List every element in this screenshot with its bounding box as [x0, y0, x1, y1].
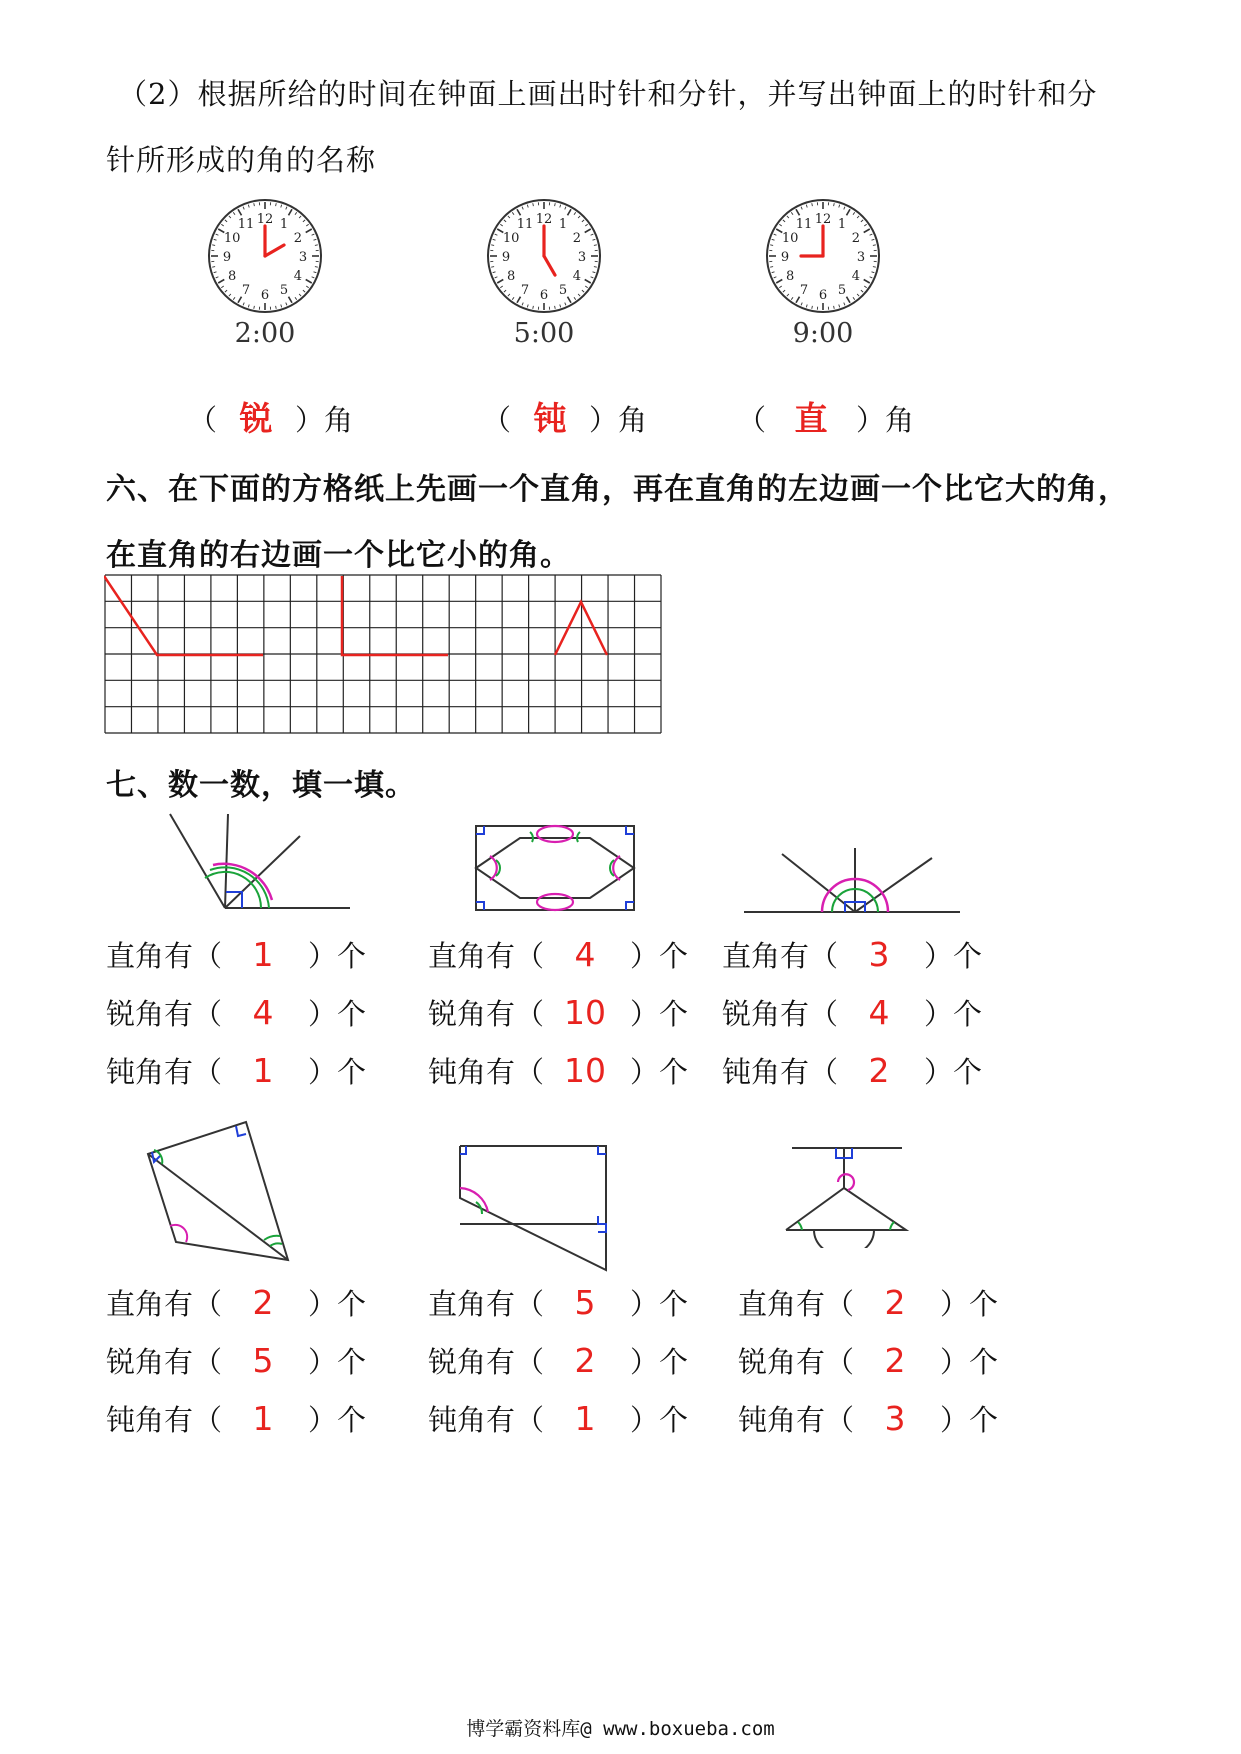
clock-number: 12 [256, 212, 274, 227]
figure-1-counts [106, 934, 366, 975]
acute-angle-count: 2 [884, 1341, 906, 1380]
clock-tick [533, 203, 534, 206]
clock-face [205, 196, 325, 316]
clock-number: 4 [851, 269, 861, 284]
clock-number: 11 [795, 217, 813, 233]
clock-number: 3 [856, 250, 866, 265]
clock-number: 1 [558, 217, 568, 233]
clock-number: 8 [506, 269, 516, 284]
acute-angle-count: 2 [574, 1341, 596, 1380]
clock-number: 10 [223, 231, 241, 246]
clock-2 [484, 196, 604, 320]
right-angle-count: 1 [252, 935, 274, 974]
clock-number: 9 [501, 250, 511, 265]
clock-number: 1 [279, 217, 289, 233]
right-angle-count: 5 [574, 1283, 596, 1322]
clock-tick [212, 245, 215, 246]
clock-number: 2 [293, 231, 303, 246]
paren-open: （ [737, 403, 767, 437]
answer-value: 直 [794, 399, 828, 438]
figure-6-lamp [782, 1142, 912, 1248]
clock-tick [491, 267, 494, 268]
section6-line2: 在直角的右边画一个比它小的角。 [106, 538, 571, 573]
clock-number: 4 [293, 269, 303, 284]
clock-number: 6 [539, 288, 549, 303]
figure-4-counts-acute: 锐角有（ 5 ）个 [106, 1341, 367, 1380]
obtuse-angle-count: 1 [252, 1399, 274, 1438]
clock-number: 8 [785, 269, 795, 284]
obtuse-angle-count: 3 [884, 1399, 906, 1438]
paren-close: ）角 [589, 403, 648, 437]
footer-watermark: 博学霸资料库@ www.boxueba.com [466, 1718, 775, 1740]
clock-time-label: 5:00 [513, 318, 575, 349]
clock-tick [834, 203, 835, 206]
clock-number: 2 [851, 231, 861, 246]
clock-tick [873, 245, 876, 246]
clock-number: 2 [572, 231, 582, 246]
section6-line1: 六、在下面的方格纸上先画一个直角，再在直角的左边画一个比它大的角， [106, 472, 1129, 507]
clock-number: 3 [577, 250, 587, 265]
acute-angle-count: 4 [252, 993, 274, 1032]
figure-5-trapezoid [454, 1140, 614, 1278]
obtuse-angle-count: 1 [574, 1399, 596, 1438]
clock-tick [491, 245, 494, 246]
clock-time-label: 2:00 [234, 318, 296, 349]
figure-3-counts-acute: 锐角有（ 4 ）个 [722, 993, 983, 1032]
clock-tick [254, 203, 255, 206]
answer-value: 锐 [239, 399, 273, 438]
clock-tick [770, 267, 773, 268]
figure-2-counts-obtuse: 钝角有（ 10 ）个 [428, 1051, 689, 1090]
clock-tick [276, 203, 277, 206]
figure-6-counts-right: 直角有（ 2 ）个 [738, 1283, 999, 1322]
obtuse-angle-count: 2 [868, 1051, 890, 1090]
question2-line2: 针所形成的角的名称 [106, 143, 377, 177]
right-angle-count: 3 [868, 935, 890, 974]
obtuse-angle-count: 1 [252, 1051, 274, 1090]
paren-close: ）角 [295, 403, 354, 437]
clock-number: 11 [237, 217, 255, 233]
obtuse-angle-count: 10 [564, 1051, 606, 1090]
clock-tick [834, 306, 835, 309]
figure-1-counts-obtuse: 钝角有（ 1 ）个 [106, 1051, 367, 1090]
clock-3 [763, 196, 883, 320]
section7-title: 七、数一数，填一填。 [106, 768, 416, 803]
clock-tick [555, 203, 556, 206]
answer-value: 钝 [533, 399, 567, 438]
figure-1-rays [160, 808, 360, 918]
figure-4-counts-obtuse: 钝角有（ 1 ）个 [106, 1399, 367, 1438]
figure-3-counts-right: 直角有（ 3 ）个 [722, 935, 983, 974]
clock-time-label: 9:00 [792, 318, 854, 349]
clock-tick [812, 306, 813, 309]
acute-angle-count: 4 [868, 993, 890, 1032]
clock-tick [533, 306, 534, 309]
clock-tick [594, 267, 597, 268]
clock-tick [254, 306, 255, 309]
right-angle-count: 4 [574, 935, 596, 974]
right-angle-count-row: 直角有（ 1 ）个 [106, 935, 367, 974]
grid-paper [104, 574, 664, 736]
clock-tick [315, 245, 318, 246]
clock-face [763, 196, 883, 316]
paren-close: ）角 [856, 403, 915, 437]
obtuse-angle-drawing [104, 576, 263, 655]
right-angle-count: 2 [252, 1283, 274, 1322]
clock-number: 11 [516, 217, 534, 233]
clock-tick [555, 306, 556, 309]
paren-open: （ [482, 403, 512, 437]
clock-1 [205, 196, 325, 320]
right-angle-drawing [342, 576, 448, 655]
figure-4-counts-right: 直角有（ 2 ）个 [106, 1283, 367, 1322]
clock-tick [594, 245, 597, 246]
clock-tick [315, 267, 318, 268]
clock-tick [812, 203, 813, 206]
clock-number: 8 [227, 269, 237, 284]
figure-2-counts-right: 直角有（ 4 ）个 [428, 935, 689, 974]
drawn-angles [104, 576, 607, 655]
clock-number: 5 [837, 282, 847, 298]
clock-face [484, 196, 604, 316]
clock-number: 6 [818, 288, 828, 303]
question2-line1: （2）根据所给的时间在钟面上画出时针和分针，并写出钟面上的时针和分 [118, 77, 1098, 111]
figure-1-counts-acute: 锐角有（ 4 ）个 [106, 993, 367, 1032]
figure-2-counts-acute: 锐角有（ 10 ）个 [428, 993, 689, 1032]
figure-5-counts-right: 直角有（ 5 ）个 [428, 1283, 689, 1322]
clock-number: 3 [298, 250, 308, 265]
paren-open: （ [188, 403, 218, 437]
acute-angle-count: 10 [564, 993, 606, 1032]
clock-number: 7 [799, 282, 809, 298]
clock-number: 12 [814, 212, 832, 227]
figure-3-counts-obtuse: 钝角有（ 2 ）个 [722, 1051, 983, 1090]
figure-3-rays-on-line [742, 846, 962, 916]
clock-answer-3 [737, 393, 914, 440]
clock-tick [276, 306, 277, 309]
figure-2-rectangle-hexagon [470, 820, 640, 916]
clock-number: 9 [780, 250, 790, 265]
clock-number: 10 [502, 231, 520, 246]
figure-4-quadrilateral [140, 1118, 300, 1268]
clock-number: 4 [572, 269, 582, 284]
clock-tick [212, 267, 215, 268]
clock-number: 5 [558, 282, 568, 298]
clock-answer-2 [482, 393, 647, 440]
figure-5-counts-obtuse: 钝角有（ 1 ）个 [428, 1399, 689, 1438]
clock-tick [873, 267, 876, 268]
clock-number: 12 [535, 212, 553, 227]
figure-6-counts-obtuse: 钝角有（ 3 ）个 [738, 1399, 999, 1438]
figure-5-counts-acute: 锐角有（ 2 ）个 [428, 1341, 689, 1380]
clock-number: 7 [520, 282, 530, 298]
clock-answer-1 [188, 393, 353, 440]
figure-6-counts-acute: 锐角有（ 2 ）个 [738, 1341, 999, 1380]
clock-number: 7 [241, 282, 251, 298]
clock-tick [770, 245, 773, 246]
clock-number: 10 [781, 231, 799, 246]
clock-number: 6 [260, 288, 270, 303]
right-angle-count: 2 [884, 1283, 906, 1322]
clock-number: 5 [279, 282, 289, 298]
clock-number: 1 [837, 217, 847, 233]
clock-number: 9 [222, 250, 232, 265]
acute-angle-count: 5 [252, 1341, 274, 1380]
